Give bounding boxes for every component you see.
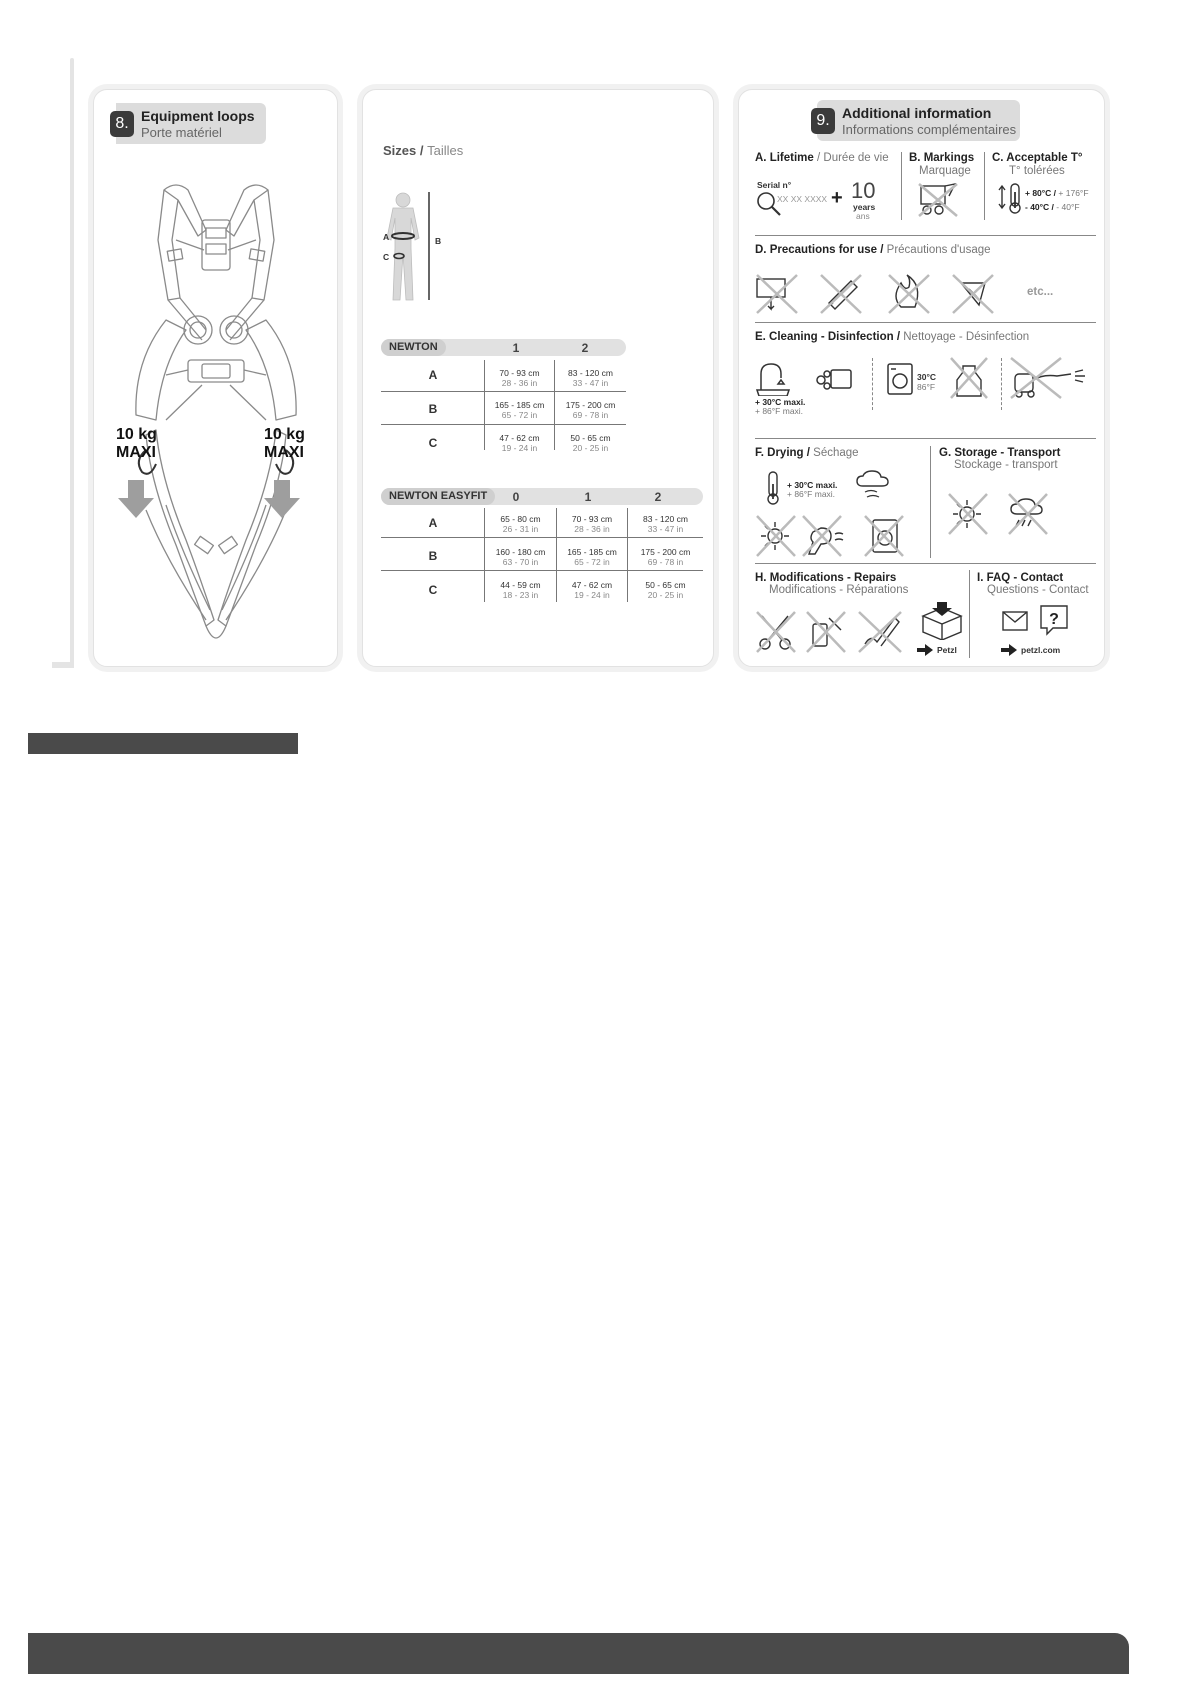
markings-subtitle: Marquage — [919, 165, 971, 177]
sizes-card — [362, 89, 714, 667]
modifications-subtitle: Modifications - Réparations — [769, 584, 909, 596]
easyfit-cell — [557, 514, 627, 534]
cell-in: 33 - 47 in — [572, 378, 609, 388]
cell-in: 69 - 78 in — [647, 557, 684, 567]
engraving-forbidden-icon — [917, 182, 959, 218]
cleaning-heading — [755, 331, 1029, 343]
cell-cm: 175 - 200 cm — [640, 547, 691, 557]
marker-c: C — [383, 252, 390, 262]
drying-heading — [755, 447, 859, 459]
newton-row-c-label: C — [428, 436, 438, 450]
right-weight-max: MAXI — [264, 444, 304, 461]
grid-line — [381, 570, 703, 571]
air-dry-icon — [855, 470, 895, 502]
left-weight-max: MAXI — [116, 444, 156, 461]
washing-machine-icon — [886, 362, 914, 396]
drying-subtitle: Séchage — [813, 447, 859, 459]
previous-page-edge — [70, 58, 74, 668]
easyfit-cell — [557, 547, 627, 567]
cell-cm: 165 - 185 cm — [494, 400, 545, 410]
easyfit-row-c-label: C — [428, 583, 438, 597]
newton-col-2: 2 — [581, 341, 589, 355]
cell-cm: 50 - 65 cm — [570, 433, 611, 443]
bleach-forbidden-icon — [949, 356, 989, 400]
easyfit-row-a-label: A — [428, 516, 438, 530]
easyfit-table-name: NEWTON EASYFIT — [381, 488, 495, 505]
drying-max-f: + 86°F maxi. — [787, 489, 836, 499]
newton-row-a-label: A — [428, 368, 438, 382]
cell-cm: 44 - 59 cm — [500, 580, 541, 590]
newton-table-name: NEWTON — [381, 339, 446, 356]
cell-cm: 47 - 62 cm — [571, 580, 613, 590]
storage-forbidden-icons — [947, 492, 1057, 536]
cell-in: 69 - 78 in — [572, 410, 609, 420]
header-bar — [28, 733, 298, 754]
sizes-title-en: Sizes / — [383, 143, 424, 158]
marker-a: A — [383, 232, 390, 242]
cell-cm: 175 - 200 cm — [565, 400, 616, 410]
right-weight-value: 10 kg — [264, 426, 305, 443]
petzl-website-link[interactable]: petzl.com — [1021, 645, 1061, 655]
return-box-icon — [917, 600, 967, 640]
section-subtitle: Porte matériel — [141, 125, 222, 140]
lifetime-heading — [755, 152, 889, 164]
cell-cm: 70 - 93 cm — [499, 368, 540, 378]
divider — [901, 152, 902, 220]
arrow-right-icon — [1001, 644, 1017, 656]
pressure-washer-forbidden-icon — [1009, 356, 1089, 400]
easyfit-cell — [557, 580, 627, 600]
cell-cm: 65 - 80 cm — [500, 514, 541, 524]
thermometer-icon — [763, 470, 783, 506]
left-weight-value: 10 kg — [116, 426, 157, 443]
temperature-high-f: + 176°F — [1058, 188, 1089, 198]
cell-in: 65 - 72 in — [501, 410, 538, 420]
equipment-loops-card — [93, 89, 338, 667]
temperature-title: C. Acceptable T° — [992, 152, 1083, 164]
newton-cell — [485, 433, 554, 453]
serial-label: Serial n° — [757, 180, 792, 190]
mail-icon — [1001, 610, 1029, 632]
cell-cm: 160 - 180 cm — [495, 547, 546, 557]
grid-line — [381, 391, 626, 392]
cell-in: 20 - 25 in — [647, 590, 684, 600]
easyfit-cell — [485, 547, 556, 567]
cell-in: 26 - 31 in — [502, 524, 539, 534]
cell-cm: 70 - 93 cm — [571, 514, 613, 524]
cleaning-max-c: + 30°C maxi. — [755, 397, 806, 407]
faq-title: I. FAQ - Contact — [977, 572, 1064, 584]
cell-cm: 83 - 120 cm — [643, 514, 688, 524]
easyfit-cell — [628, 580, 703, 600]
easyfit-cell — [485, 580, 556, 600]
cell-in: 63 - 70 in — [502, 557, 539, 567]
body-measurement-figure — [375, 190, 445, 305]
divider — [872, 358, 873, 410]
easyfit-col-2: 2 — [654, 490, 662, 504]
divider — [755, 438, 1096, 439]
precautions-etc: etc... — [1027, 286, 1054, 298]
additional-information-card — [738, 89, 1105, 667]
section-title: Equipment loops — [141, 108, 255, 124]
temperature-low — [1025, 202, 1080, 212]
divider — [969, 570, 970, 658]
cell-in: 33 - 47 in — [647, 524, 684, 534]
newton-row-b-label: B — [428, 402, 438, 416]
storage-title: G. Storage - Transport — [939, 447, 1061, 459]
lifetime-ans: ans — [856, 211, 870, 221]
section-title: Additional information — [842, 105, 992, 121]
wash-temp-c: 30°C — [917, 372, 936, 382]
newton-cell — [555, 368, 626, 388]
divider — [755, 322, 1096, 323]
cell-cm: 83 - 120 cm — [568, 368, 613, 378]
grid-line — [381, 424, 626, 425]
easyfit-cell — [628, 547, 703, 567]
cell-in: 20 - 25 in — [572, 443, 609, 453]
temperature-low-c: - 40°C / — [1025, 202, 1054, 212]
easyfit-cell — [485, 514, 556, 534]
svg-text:?: ? — [1049, 611, 1059, 628]
lifetime-title: A. Lifetime — [755, 152, 814, 164]
precautions-heading — [755, 244, 991, 256]
thermometer-icon — [995, 182, 1025, 214]
lifetime-plus: + — [831, 187, 843, 209]
cell-in: 18 - 23 in — [502, 590, 539, 600]
cell-in: 65 - 72 in — [574, 557, 610, 567]
marker-b: B — [435, 236, 442, 246]
harness-illustration — [106, 180, 326, 650]
lifetime-subtitle: / Durée de vie — [817, 152, 889, 164]
temperature-low-f: - 40°F — [1056, 202, 1080, 212]
newton-col-1: 1 — [512, 341, 520, 355]
temperature-high — [1025, 188, 1089, 198]
easyfit-row-b-label: B — [428, 549, 438, 563]
question-icon — [1039, 604, 1069, 636]
modifications-forbidden-icons — [755, 610, 905, 654]
cleaning-subtitle: Nettoyage - Désinfection — [903, 331, 1030, 343]
temperature-high-c: + 80°C / — [1025, 188, 1057, 198]
arrow-right-icon — [917, 644, 933, 656]
easyfit-col-0: 0 — [512, 490, 520, 504]
wash-temp-f: 86°F — [917, 382, 936, 392]
serial-value: XX XX XXXX — [777, 194, 828, 204]
previous-page-edge-bottom — [52, 662, 74, 668]
cell-cm: 47 - 62 cm — [499, 433, 540, 443]
newton-cell — [555, 400, 626, 420]
easyfit-cell — [628, 514, 703, 534]
precautions-icons — [755, 273, 995, 315]
sizes-title-fr: Tailles — [427, 143, 464, 158]
cell-in: 28 - 36 in — [574, 524, 610, 534]
handwash-soap-icon — [755, 360, 855, 396]
sizes-title — [383, 143, 463, 158]
cleaning-title: E. Cleaning - Disinfection / — [755, 331, 901, 343]
precautions-title: D. Precautions for use / — [755, 244, 884, 256]
footer-bar — [28, 1633, 1129, 1674]
cell-in: 19 - 24 in — [501, 443, 538, 453]
cell-cm: 50 - 65 cm — [645, 580, 686, 590]
section-subtitle: Informations complémentaires — [842, 122, 1017, 137]
precautions-subtitle: Précautions d'usage — [886, 244, 991, 256]
drying-title: F. Drying / — [755, 447, 810, 459]
modifications-title: H. Modifications - Repairs — [755, 572, 897, 584]
markings-title: B. Markings — [909, 152, 975, 164]
lifetime-years: years — [853, 202, 876, 212]
petzl-link[interactable]: Petzl — [937, 645, 957, 655]
divider — [755, 235, 1096, 236]
cell-in: 28 - 36 in — [501, 378, 538, 388]
grid-line — [381, 537, 703, 538]
drying-forbidden-icons — [755, 514, 905, 558]
newton-cell — [485, 368, 554, 388]
storage-subtitle: Stockage - transport — [954, 459, 1058, 471]
section-number: 8. — [110, 111, 134, 137]
section-number: 9. — [811, 108, 835, 134]
drying-max-c: + 30°C maxi. — [787, 480, 838, 490]
newton-cell — [485, 400, 554, 420]
faq-subtitle: Questions - Contact — [987, 584, 1089, 596]
divider — [984, 152, 985, 220]
easyfit-col-1: 1 — [584, 490, 592, 504]
divider — [930, 446, 931, 558]
divider — [755, 563, 1096, 564]
cleaning-max-f: + 86°F maxi. — [755, 406, 804, 416]
divider — [1001, 358, 1002, 410]
newton-cell — [555, 433, 626, 453]
lifetime-years-number: 10 — [851, 178, 876, 203]
cell-in: 19 - 24 in — [574, 590, 610, 600]
temperature-subtitle: T° tolérées — [1009, 165, 1065, 177]
cell-cm: 165 - 185 cm — [567, 547, 617, 557]
